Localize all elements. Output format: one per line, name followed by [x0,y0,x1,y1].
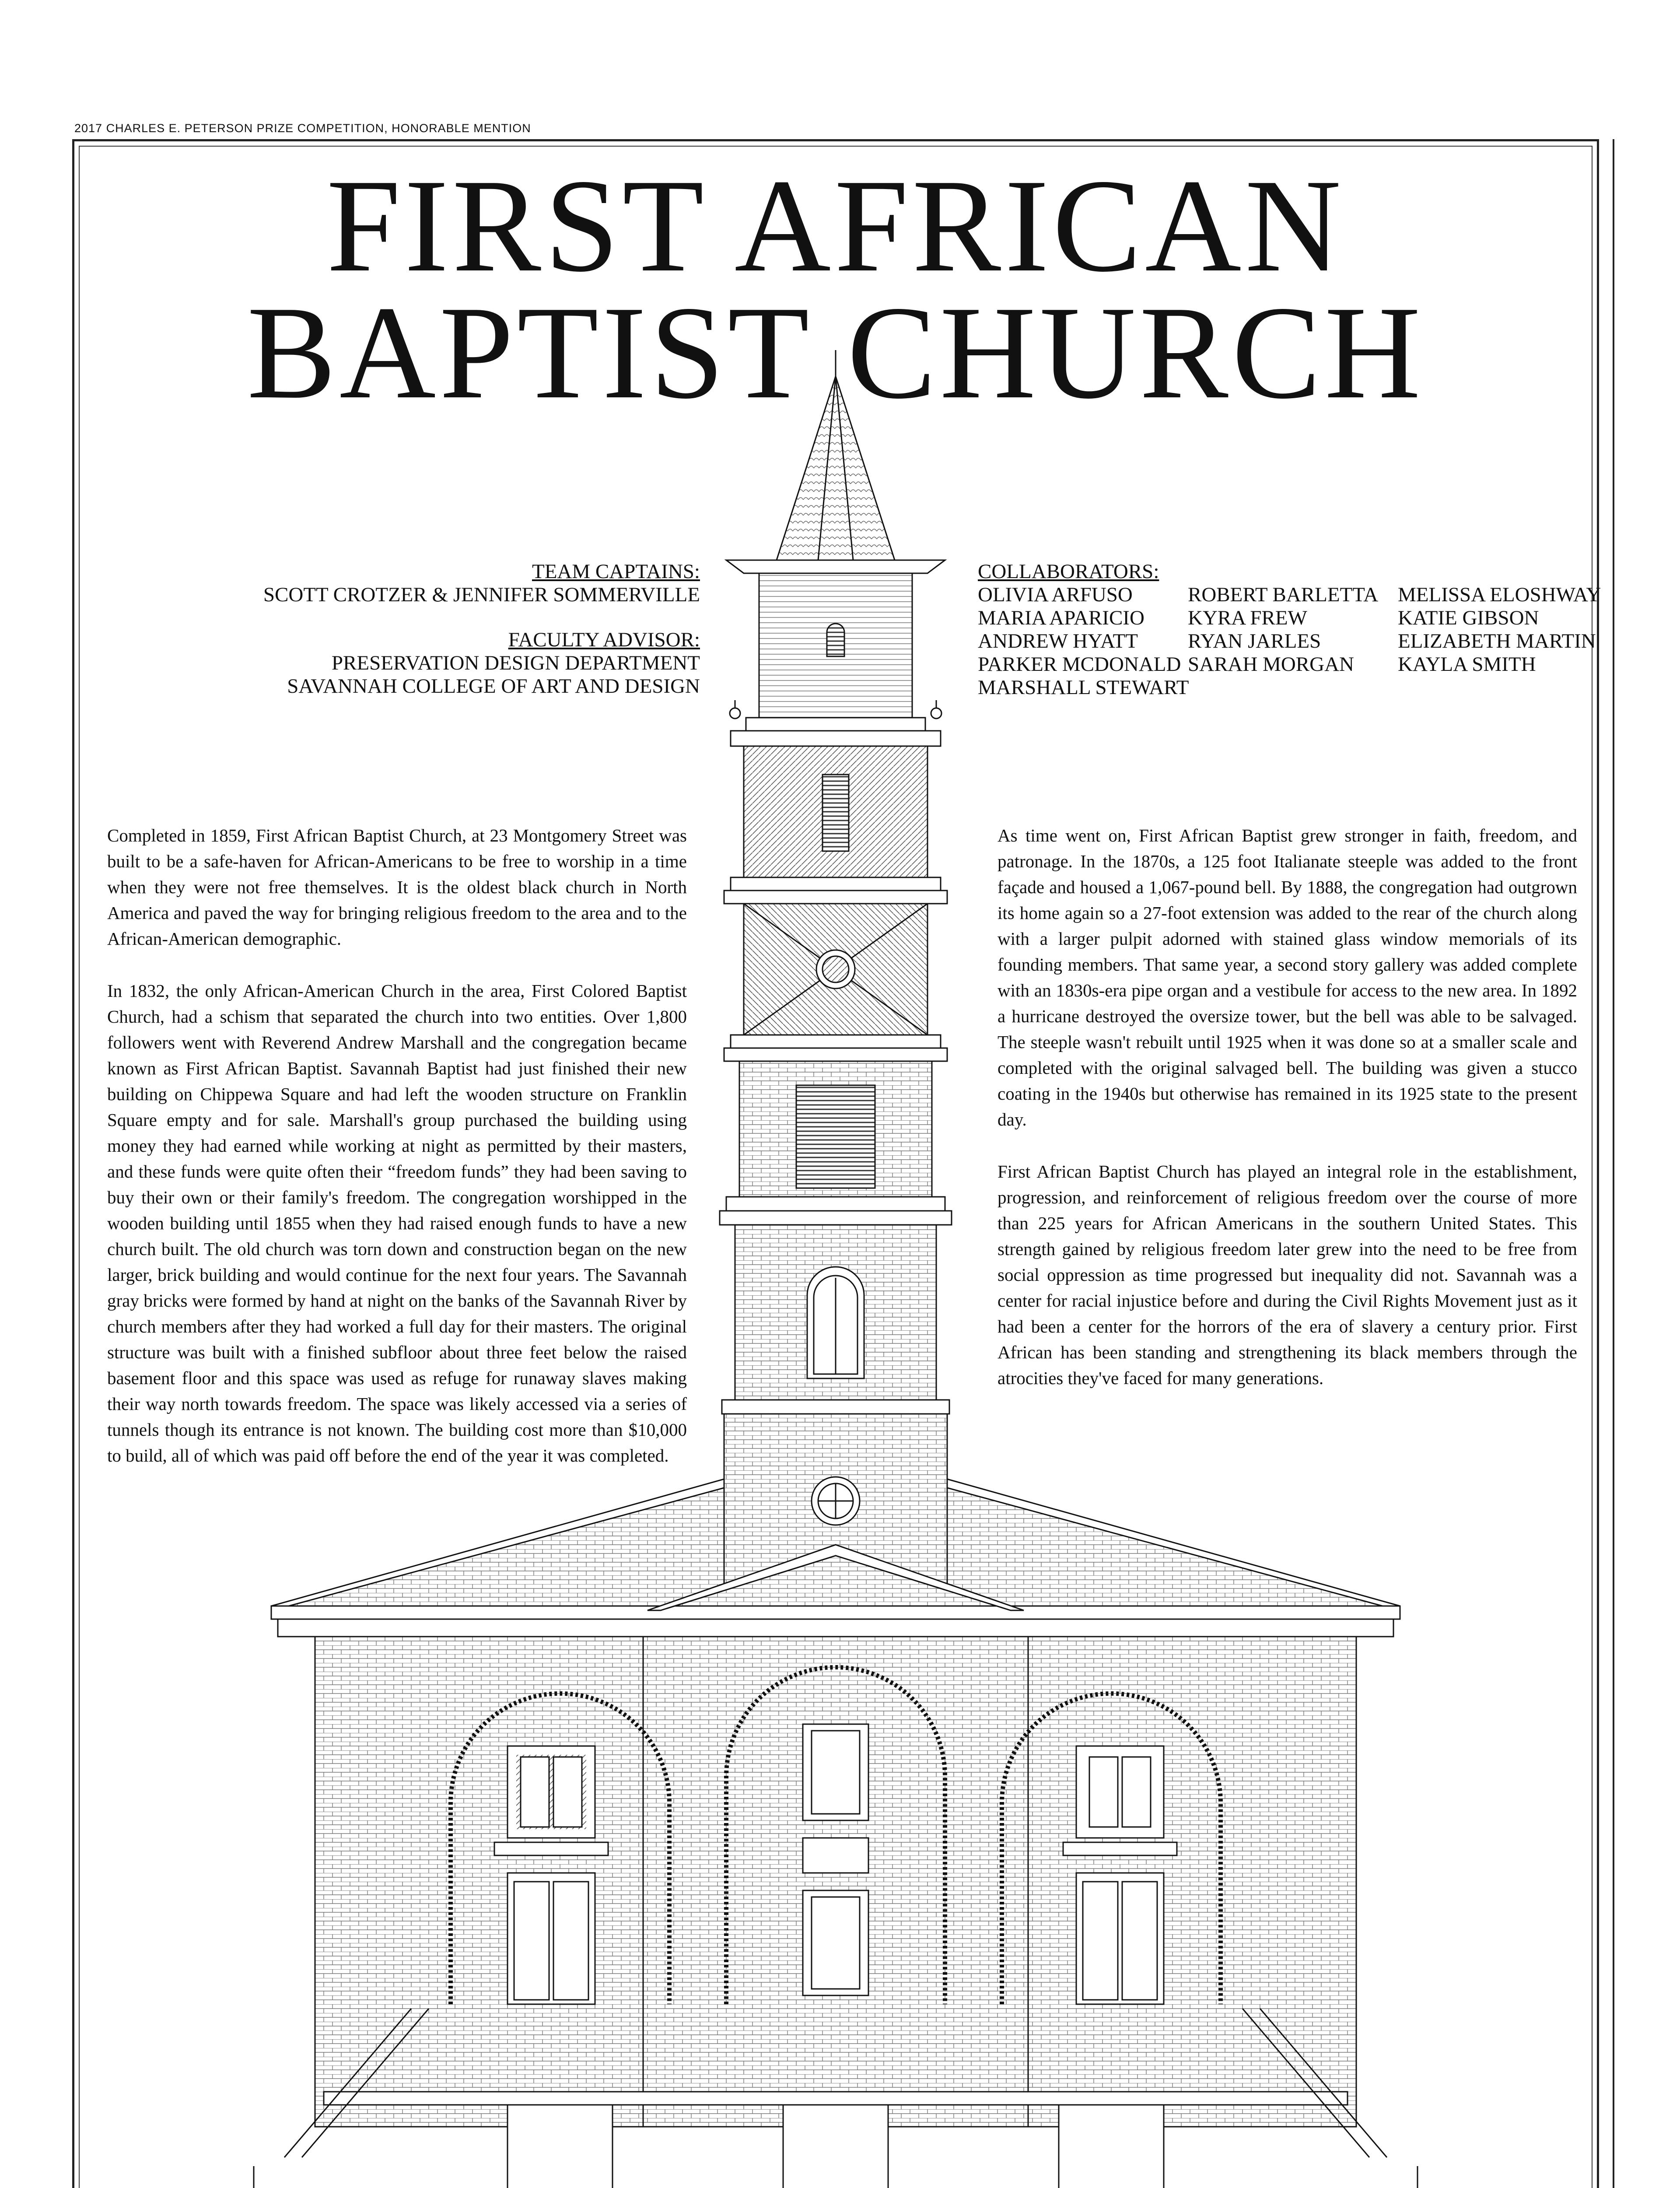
faculty-advisor-line-2: SAVANNAH COLLEGE OF ART AND DESIGN [287,675,700,698]
drawing-title [79,151,1592,426]
collaborator-name: ELIZABETH MARTIN [1398,630,1596,652]
title-line-2: BAPTIST CHURCH [247,278,1424,426]
collaborator-name: KYRA FREW [1188,607,1307,629]
basement-doors [508,2105,1164,2188]
competition-note: 2017 CHARLES E. PETERSON PRIZE COMPETITION, HONORABLE MENTION [74,122,531,135]
faculty-advisor-line-1: PRESERVATION DESIGN DEPARTMENT [331,652,700,674]
collaborator-name: PARKER MCDONALD [978,653,1181,676]
history-paragraph: In 1832, the only African-American Church in the area, First Colored Baptist Church, had a schism that separated the church into two entities. Over 1,800 followers went with Reverend Andrew Marshall and the congregation became known as First African Baptist. Savannah Baptist had just finished their new building on Chippewa Square and had left the wooden structure on Franklin Square empty and for sale. Marshall's group purchased the building using money they had earned while working at night as permitted by their masters, and these funds were quite often their “freedom funds” they had been saving to buy their own or their family's freedom. The congregation worshipped in the wooden building until 1855 when they had raised enough funds to have a new church built. The old church was torn down and construction began on the new larger, brick building and would continue for the next four years. The Savannah gray bricks were formed by hand at night on the banks of the Savannah River by church members after they had worked a full day for their masters. The original structure was built with a finished subfloor about three feet below the raised basement floor and this space was used as refuge for runaway slaves making their way north towards freedom. The space was likely accessed via a series of tunnels though its entrance is not known. The building cost more than $10,000 to build, all of which was paid off before the end of the year it was completed. [107,981,687,1466]
tower-upper-stage [730,573,942,746]
credits-captains-block [210,560,700,698]
collaborator-name: SARAH MORGAN [1188,653,1354,676]
tower-stage-4 [720,1061,952,1225]
team-captains-label: TEAM CAPTAINS: [532,560,700,583]
collaborator-name: RYAN JARLES [1188,630,1321,652]
faculty-advisor-label: FACULTY ADVISOR: [508,628,700,651]
collaborators-block [978,560,1599,699]
collaborators-list [978,583,1599,699]
tower-stage-5 [722,1225,949,1414]
collaborator-name: MELISSA ELOSHWAY [1398,583,1601,606]
tower-stage-2 [724,746,947,904]
history-text-right [998,823,1577,1417]
sheet-border-right [1613,139,1614,2188]
collaborator-name: KATIE GIBSON [1398,607,1539,629]
collaborator-name: KAYLA SMITH [1398,653,1536,676]
collaborators-label: COLLABORATORS: [978,560,1159,583]
history-text-left [107,823,687,1495]
history-paragraph: Completed in 1859, First African Baptist Church, at 23 Montgomery Street was built to be a safe-haven for African-Americans to be free to worship in a time when they were not free themselves. It is the oldest black church in North America and paved the way for bringing religious freedom to the area and to the African-American demographic. [107,825,687,949]
team-captains-names: SCOTT CROTZER & JENNIFER SOMMERVILLE [263,583,700,606]
collaborator-name: ROBERT BARLETTA [1188,583,1379,606]
collaborator-name: MARIA APARICIO [978,607,1144,629]
history-paragraph: As time went on, First African Baptist grew stronger in faith, freedom, and patronage. In the 1870s, a 125 foot Italianate steeple was added to the front façade and housed a 1,067-pound bell. By 1888, the congregation had outgrown its home again so a 27-foot extension was added to the rear of the church along with a larger pulpit adorned with stained glass window memorials of its founding members. That same year, a second story gallery was added complete with an 1830s-era pipe organ and a vestibule for access to the new area. In 1892 a hurricane destroyed the oversize tower, but the bell was able to be salvaged. The steeple wasn't rebuilt until 1925 when it was done so at a smaller scale and completed with the original salvaged bell. The building was given a stucco coating in the 1940s but otherwise has remained in its 1925 state to the present day. [998,825,1577,1129]
title-line-1: FIRST AFRICAN [326,151,1345,299]
main-facade [315,1637,1356,2127]
collaborator-name: ANDREW HYATT [978,630,1138,652]
tower-stage-3 [724,904,947,1061]
collaborator-name: OLIVIA ARFUSO [978,583,1133,606]
history-paragraph: First African Baptist Church has played an integral role in the establishment, progression, and reinforcement of religious freedom over the course of more than 225 years for African Americans in the southern United States. This strength gained by religious freedom later grew into the need to be free from social oppression as time progressed but inequality did not. Savannah was a center for racial injustice before and during the Civil Rights Movement just as it had been a center for the horrors of the era of slavery a century prior. First African has been standing and strengthening its black members through the atrocities they've faced for many generations. [998,1161,1577,1388]
collaborator-name: MARSHALL STEWART [978,676,1189,699]
